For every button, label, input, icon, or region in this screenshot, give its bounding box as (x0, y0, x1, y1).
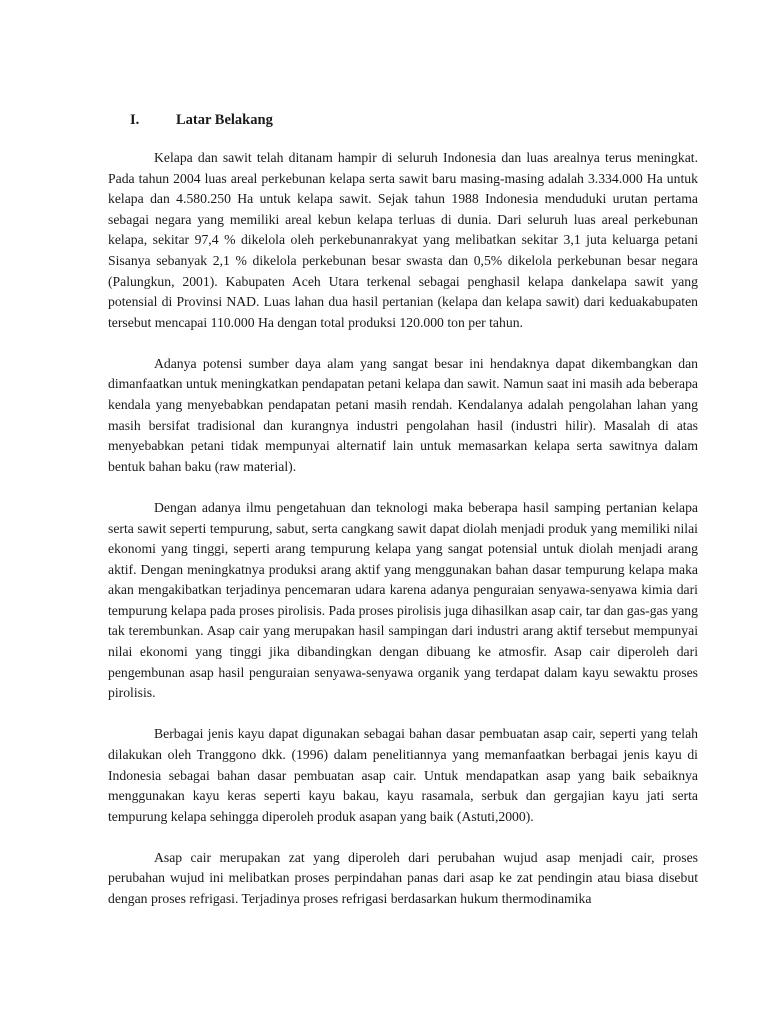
paragraph: Berbagai jenis kayu dapat digunakan sebagai bahan dasar pembuatan asap cair, seperti yang telah dilakukan oleh Tranggono dkk. (1996) dalam penelitiannya yang memanfaatkan berbagai jenis kayu di Indonesia sebagai bahan dasar pembuatan asap cair. Untuk mendapatkan asap yang baik sebaiknya menggunakan kayu keras seperti kayu bakau, kayu rasamala, serbuk dan gergajian kayu jati serta tempurung kelapa sehingga diperoleh produk asapan yang baik (Astuti,2000). (108, 726, 698, 824)
body-text (108, 148, 698, 930)
section-heading (130, 110, 273, 130)
section-title: Latar Belakang (176, 112, 273, 128)
paragraph: Asap cair merupakan zat yang diperoleh dari perubahan wujud asap menjadi cair, proses perubahan wujud ini melibatkan proses perpindahan panas dari asap ke zat pendingin atau biasa disebut dengan proses refrigasi. Terjadinya proses refrigasi berdasarkan hukum thermodinamika (108, 849, 698, 906)
section-number: I. (130, 112, 140, 128)
paragraph: Kelapa dan sawit telah ditanam hampir di seluruh Indonesia dan luas arealnya terus meningkat. Pada tahun 2004 luas areal perkebunan kelapa serta sawit baru masing-masing adalah 3.334.000 Ha untuk kelapa dan 4.580.250 Ha untuk kelapa sawit. Sejak tahun 1988 Indonesia menduduki urutan pertama sebagai negara yang memiliki areal kebun kelapa terluas di dunia. Dari seluruh luas areal perkebunan kelapa, sekitar 97,4 % dikelola oleh perkebunanrakyat yang melibatkan sekitar 3,1 juta keluarga petani Sisanya sebanyak 2,1 % dikelola perkebunan besar swasta dan 0,5% dikelola perkebunan besar negara (Palungkun, 2001). Kabupaten Aceh Utara terkenal sebagai penghasil kelapa dankelapa sawit yang potensial di Provinsi NAD. Luas lahan dua hasil pertanian (kelapa dan kelapa sawit) dari keduakabupaten tersebut mencapai 110.000 Ha dengan total produksi 120.000 ton per tahun. (108, 150, 698, 330)
paragraph: Dengan adanya ilmu pengetahuan dan teknologi maka beberapa hasil samping pertanian kelapa serta sawit seperti tempurung, sabut, serta cangkang sawit dapat diolah menjadi produk yang memiliki nilai ekonomi yang tinggi, seperti arang tempurung kelapa yang sangat potensial untuk diolah menjadi arang aktif. Dengan meningkatnya produksi arang aktif yang menggunakan bahan dasar tempurung kelapa maka akan mengakibatkan terjadinya pencemaran udara karena adanya penguraian senyawa-senyawa kimia dari tempurung kelapa pada proses pirolisis. Pada proses pirolisis juga dihasilkan asap cair, tar dan gas-gas yang tak terembunkan. Asap cair yang merupakan hasil sampingan dari industri arang aktif tersebut mempunyai nilai ekonomi yang tinggi jika dibandingkan dengan dibuang ke atmosfir. Asap cair diperoleh dari pengembunan asap hasil penguraian senyawa-senyawa organik yang terdapat dalam kayu sewaktu proses pirolisis. (108, 499, 698, 701)
paragraph: Adanya potensi sumber daya alam yang sangat besar ini hendaknya dapat dikembangkan dan dimanfaatkan untuk meningkatkan pendapatan petani kelapa dan sawit. Namun saat ini masih ada beberapa kendala yang menyebabkan pendapatan petani masih rendah. Kendalanya adalah pengolahan lahan yang masih bersifat tradisional dan kurangnya industri pengolahan hasil (industri hilir). Masalah di atas menyebabkan petani tidak mempunyai alternatif lain untuk memasarkan kelapa serta sawitnya dalam bentuk bahan baku (raw material). (108, 355, 698, 474)
